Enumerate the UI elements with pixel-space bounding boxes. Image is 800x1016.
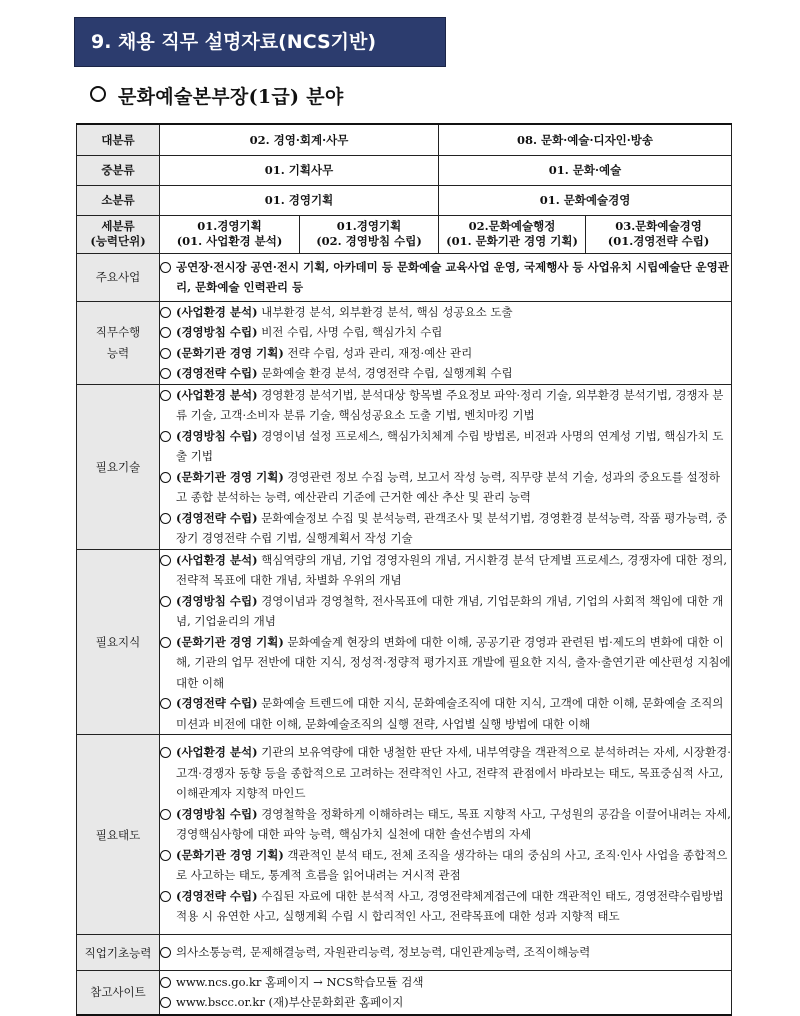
list-item	[160, 426, 731, 467]
field-title-line	[90, 82, 344, 109]
circle-bullet-icon	[160, 262, 171, 273]
row-attitude	[77, 735, 732, 935]
circle-bullet-icon	[160, 977, 171, 988]
list-item	[160, 742, 731, 804]
business-content	[160, 253, 732, 301]
label-middle: 중분류	[77, 155, 160, 185]
list-item-heading: (경영전략 수립)	[176, 366, 258, 380]
row-minor	[77, 185, 732, 215]
list-item-text	[176, 508, 731, 549]
row-duty	[77, 301, 732, 384]
circle-bullet-icon	[160, 513, 171, 524]
row-basic	[77, 935, 732, 971]
list-item-heading: (경영방침 수립)	[176, 428, 258, 443]
list-item	[160, 804, 731, 845]
list-item-body: 경영이념과 경영철학, 전사목표에 대한 개념, 기업문화의 개념, 기업의 사회적 책임에 대한 개념, 기업윤리의 개념	[176, 593, 724, 628]
list-item-text	[176, 972, 731, 993]
circle-bullet-icon	[160, 947, 171, 958]
list-item-heading: (경영방침 수립)	[176, 806, 258, 821]
list-item-text	[176, 467, 731, 508]
middle-1: 01. 기획사무	[160, 155, 439, 185]
row-major	[77, 124, 732, 155]
list-item	[160, 845, 731, 886]
list-item-body: www.bscc.or.kr (재)부산문화회관 홈페이지	[176, 995, 404, 1010]
list-item-text	[176, 693, 731, 734]
list-item-body: 수집된 자료에 대한 분석적 사고, 경영전략체계접근에 대한 객관적인 태도, 경영전략수립방법 적용 시 유연한 사고, 실행계획 수립 시 합리적인 사고, 전략목표에 대한 성과 지향적 태도	[176, 888, 724, 924]
circle-bullet-icon	[160, 637, 171, 648]
list-item	[160, 632, 731, 694]
list-item	[160, 322, 731, 343]
list-item-body: 전략 수립, 성과 관리, 재정·예산 관리	[283, 345, 473, 360]
list-item-text	[176, 385, 731, 426]
label-sites: 참고사이트	[77, 971, 160, 1015]
row-middle	[77, 155, 732, 185]
list-item-heading: (사업환경 분석)	[176, 745, 258, 760]
list-item-text	[176, 426, 731, 467]
list-item	[160, 992, 731, 1013]
list-item	[160, 467, 731, 508]
list-item	[160, 257, 731, 298]
circle-bullet-icon	[160, 596, 171, 607]
circle-bullet-icon	[160, 327, 171, 338]
list-item	[160, 385, 731, 426]
circle-bullet-icon	[160, 307, 171, 318]
label-business: 주요사업	[77, 253, 160, 301]
list-item-text	[176, 886, 731, 927]
basic-content	[160, 935, 732, 971]
sub-unit-2: 01.경영기획 (02. 경영방침 수립)	[300, 215, 439, 253]
list-item-heading: (문화기관 경영 기획)	[176, 469, 284, 484]
list-item-text	[176, 845, 731, 886]
middle-2: 01. 문화·예술	[439, 155, 732, 185]
list-item	[160, 591, 731, 632]
duty-content	[160, 301, 732, 384]
list-item-text	[176, 257, 731, 298]
label-minor: 소분류	[77, 185, 160, 215]
list-item-heading: (경영방침 수립)	[176, 325, 258, 339]
list-item-body: 문화예술 환경 분석, 경영전략 수립, 실행계획 수립	[257, 366, 513, 380]
list-item	[160, 343, 731, 364]
list-item-text	[176, 742, 731, 804]
label-skills: 필요기술	[77, 384, 160, 549]
list-item-body: 문화예술 트렌드에 대한 지식, 문화예술조직에 대한 지식, 고객에 대한 이해, 문화예술 조직의 미션과 비전에 대한 이해, 문화예술조직의 실행 전략, 사업별 실행 방법에 대한 이해	[176, 696, 724, 731]
list-item-heading: (사업환경 분석)	[176, 387, 258, 402]
sub-unit-1: 01.경영기획 (01. 사업환경 분석)	[160, 215, 300, 253]
list-item-body: 핵심역량의 개념, 기업 경영자원의 개념, 거시환경 분석 단계별 프로세스, 경쟁자에 대한 정의, 전략적 목표에 대한 개념, 차별화 우위의 개념	[176, 552, 728, 587]
list-item	[160, 508, 731, 549]
label-basic: 직업기초능력	[77, 935, 160, 971]
circle-bullet-icon	[160, 431, 171, 442]
circle-bullet-icon	[160, 368, 171, 379]
circle-bullet-icon	[160, 390, 171, 401]
label-duty: 직무수행 능력	[77, 301, 160, 384]
list-item-body: 객관적인 분석 태도, 전체 조직을 생각하는 대의 중심의 사고, 조직·인사 사업을 종합적으로 사고하는 태도, 통계적 흐름을 읽어내려는 거시적 관점	[176, 847, 728, 883]
list-item-body: 공연장·전시장 공연·전시 기획, 아카데미 등 문화예술 교육사업 운영, 국제행사 등 사업유치 시립예술단 운영관리, 문화예술 인력관리 등	[176, 259, 729, 294]
list-item-heading: (문화기관 경영 기획)	[176, 634, 284, 649]
label-major: 대분류	[77, 124, 160, 155]
row-sites	[77, 971, 732, 1015]
circle-bullet-icon	[160, 891, 171, 902]
circle-bullet-icon	[160, 809, 171, 820]
circle-bullet-icon	[160, 555, 171, 566]
list-item-text	[176, 992, 731, 1013]
list-item	[160, 363, 731, 384]
row-knowledge	[77, 549, 732, 735]
circle-bullet-icon	[90, 86, 106, 102]
sub-unit-4: 03.문화예술경영 (01.경영전략 수립)	[586, 215, 732, 253]
list-item	[160, 942, 731, 963]
list-item-heading: (문화기관 경영 기획)	[176, 345, 284, 360]
circle-bullet-icon	[160, 997, 171, 1008]
list-item-body: 문화예술정보 수집 및 분석능력, 관객조사 및 분석기법, 경영환경 분석능력, 작품 평가능력, 중장기 경영전략 수립 기법, 실행계획서 작성 기술	[176, 510, 728, 545]
list-item-body: www.ncs.go.kr 홈페이지 → NCS학습모듈 검색	[176, 974, 424, 989]
major-2: 08. 문화·예술·디자인·방송	[439, 124, 732, 155]
row-business	[77, 253, 732, 301]
circle-bullet-icon	[160, 472, 171, 483]
circle-bullet-icon	[160, 348, 171, 359]
list-item-heading: (문화기관 경영 기획)	[176, 847, 284, 862]
list-item-body: 의사소통능력, 문제해결능력, 자원관리능력, 정보능력, 대인관계능력, 조직이해능력	[176, 945, 591, 960]
list-item-heading: (경영방침 수립)	[176, 593, 258, 608]
list-item-text	[176, 343, 731, 364]
row-skills	[77, 384, 732, 549]
field-title: 문화예술본부장(1급) 분야	[118, 86, 344, 108]
circle-bullet-icon	[160, 747, 171, 758]
skills-content	[160, 384, 732, 549]
ncs-job-table	[76, 123, 732, 1016]
list-item-text	[176, 322, 731, 343]
list-item	[160, 972, 731, 993]
list-item-body: 문화예술계 현장의 변화에 대한 이해, 공공기관 경영과 관련된 법·제도의 변화에 대한 이해, 기관의 업무 전반에 대한 지식, 정성적·정량적 평가지표 개발에 필요한 지식, 출자·출연기관 예산편성 지침에 대한 이해	[176, 634, 731, 690]
knowledge-content	[160, 549, 732, 735]
list-item	[160, 886, 731, 927]
list-item-heading: (경영전략 수립)	[176, 510, 258, 525]
list-item-text	[176, 942, 731, 963]
circle-bullet-icon	[160, 850, 171, 861]
list-item-text	[176, 804, 731, 845]
list-item-heading: (사업환경 분석)	[176, 552, 258, 567]
list-item-heading: (경영전략 수립)	[176, 888, 258, 903]
list-item-body: 내부환경 분석, 외부환경 분석, 핵심 성공요소 도출	[257, 304, 513, 319]
minor-2: 01. 문화예술경영	[439, 185, 732, 215]
list-item-heading: (사업환경 분석)	[176, 304, 258, 319]
list-item-text	[176, 632, 731, 694]
list-item-body: 비전 수립, 사명 수립, 핵심가치 수립	[257, 325, 443, 339]
row-sub	[77, 215, 732, 253]
list-item-body: 기관의 보유역량에 대한 냉철한 판단 자세, 내부역량을 객관적으로 분석하려는 자세, 시장환경·고객·경쟁자 동향 등을 종합적으로 고려하는 전략적인 사고, 전략적 관점에서 바라보는 태도, 목표중심적 사고, 이해관계자 지향적 마인드	[176, 745, 731, 801]
list-item-body: 경영이념 설정 프로세스, 핵심가치체계 수립 방법론, 비전과 사명의 연계성 기법, 핵심가치 도출 기법	[176, 428, 724, 463]
list-item	[160, 302, 731, 323]
sites-content	[160, 971, 732, 1015]
list-item-body: 경영환경 분석기법, 분석대상 항목별 주요정보 파악·정리 기술, 외부환경 분석기법, 경쟁자 분류 기술, 고객·소비자 분류 기술, 핵심성공요소 도출 기법, 벤치마킹 기법	[176, 387, 724, 422]
list-item-body: 경영관련 정보 수집 능력, 보고서 작성 능력, 직무량 분석 기술, 성과의 중요도를 설정하고 종합 분석하는 능력, 예산관리 기준에 근거한 예산 추산 및 관리 능력	[176, 469, 720, 504]
list-item-text	[176, 591, 731, 632]
list-item	[160, 693, 731, 734]
list-item-body: 경영철학을 정확하게 이해하려는 태도, 목표 지향적 사고, 구성원의 공감을 이끌어내려는 자세, 경영핵심사항에 대한 파악 능력, 핵심가치 실천에 대한 솔선수범의 자세	[176, 806, 731, 842]
sub-unit-3: 02.문화예술행정 (01. 문화기관 경영 기획)	[439, 215, 586, 253]
label-sub: 세분류 (능력단위)	[77, 215, 160, 253]
minor-1: 01. 경영기획	[160, 185, 439, 215]
list-item-text	[176, 363, 731, 384]
list-item	[160, 550, 731, 591]
circle-bullet-icon	[160, 698, 171, 709]
attitude-content	[160, 735, 732, 935]
list-item-text	[176, 302, 731, 323]
list-item-heading: (경영전략 수립)	[176, 696, 258, 710]
major-1: 02. 경영·회계·사무	[160, 124, 439, 155]
label-attitude: 필요태도	[77, 735, 160, 935]
list-item-text	[176, 550, 731, 591]
label-knowledge: 필요지식	[77, 549, 160, 735]
section-title: 9. 채용 직무 설명자료(NCS기반)	[74, 17, 446, 67]
